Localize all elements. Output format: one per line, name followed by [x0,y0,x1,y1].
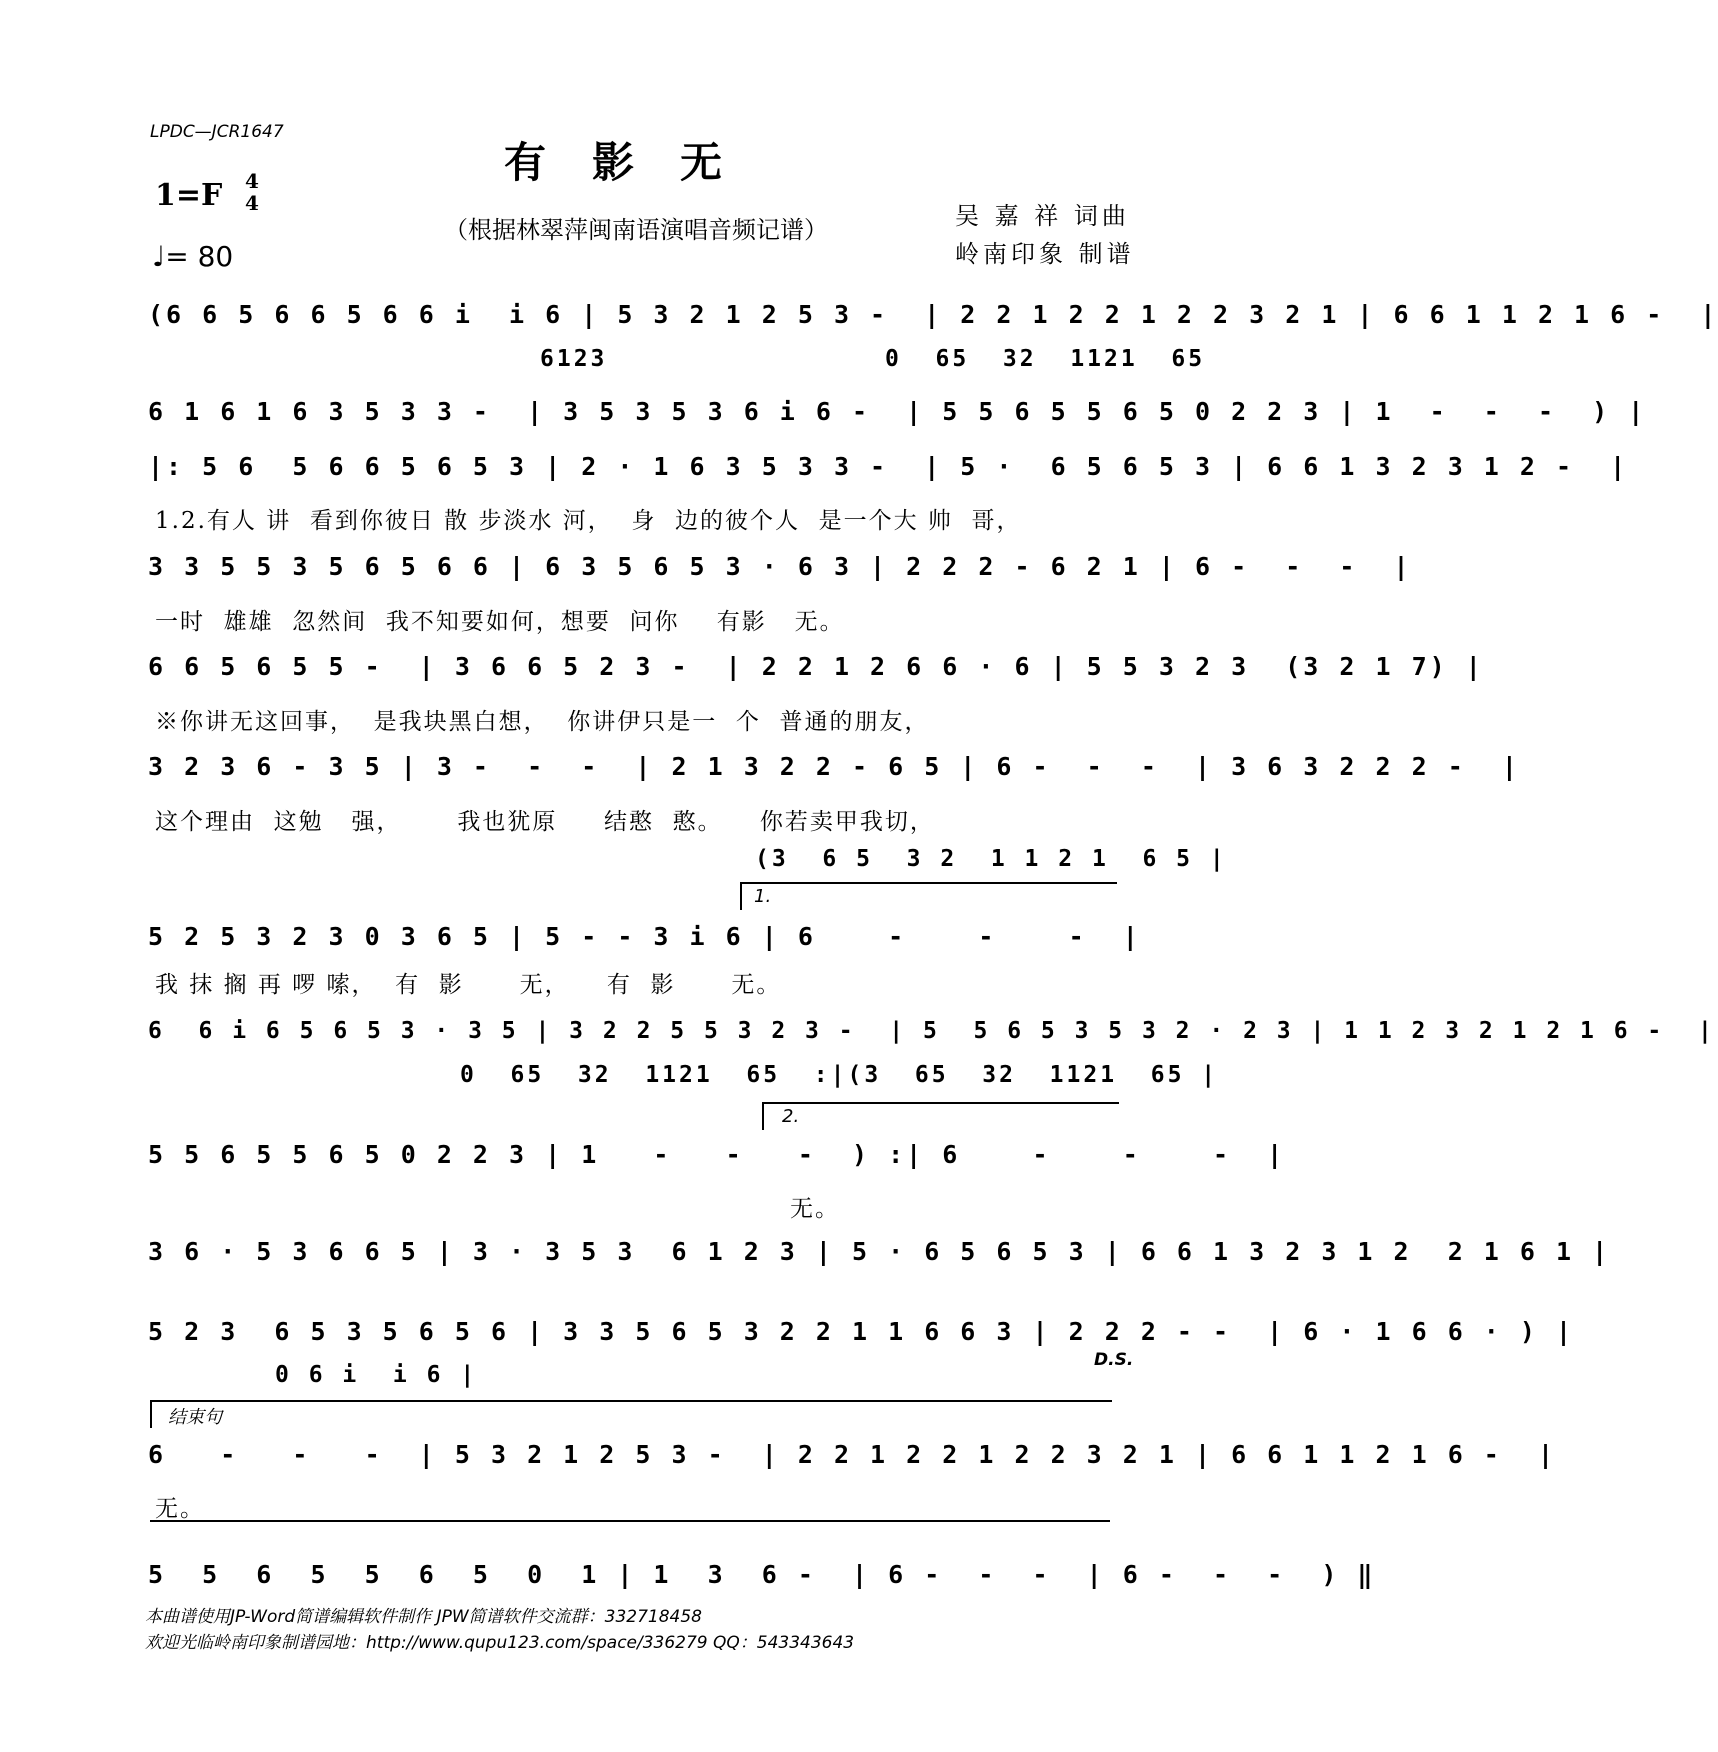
sub-notes-line-1a: 6123 [540,346,608,372]
score-line-12 [148,1428,1556,1488]
notes-line-9: 5 5 6 5 5 6 5 0 2 2 3 | 1 - - - ) :| 6 - - - | [148,1140,1286,1169]
score-line-6 [148,740,1520,800]
score-line-1 [148,288,1718,348]
notes-line-10: 3 6 · 5 3 6 6 5 | 3 · 3 5 3 6 1 2 3 | 5 · 6 5 6 5 3 | 6 6 1 3 2 3 1 2 2 1 6 1 | [148,1237,1611,1266]
notes-line-12: 6 - - - | 5 3 2 1 2 5 3 - | 2 2 1 2 2 1 2 2 3 2 1 | 6 6 1 1 2 1 6 - | [148,1440,1556,1469]
song-title: 有影无 [503,138,768,187]
time-signature-bottom: 4 [245,191,259,215]
transcriber-credit: 岭南印象 制谱 [955,240,1135,268]
tempo-marking: ♩= 80 [152,240,234,273]
footer-line-2: 欢迎光临岭南印象制谱园地：http://www.qupu123.com/space/336279 QQ：543343643 [145,1633,855,1653]
notes-line-3: |: 5 6 5 6 6 5 6 5 3 | 2 · 1 6 3 5 3 3 - | 5 · 6 5 6 5 3 | 6 6 1 3 2 3 1 2 - | [148,452,1629,481]
sub-notes-line-8: 0 65 32 1121 65 :|(3 65 32 1121 65 | [460,1062,1219,1088]
notes-line-11: 5 2 3 6 5 3 5 6 5 6 | 3 3 5 6 5 3 2 2 1 1 6 6 3 | 2 2 2 - - | 6 · 1 6 6 · ) | [148,1317,1575,1346]
time-signature [240,170,264,214]
da-segno-marking: D.S. [1094,1350,1134,1370]
coda-bracket [150,1400,1112,1428]
lyric-line-9: 无。 [790,1196,840,1222]
score-code: LPDC—JCR1647 [150,122,284,142]
volta-2-label: 2. [782,1106,800,1127]
coda-label: 结束句 [168,1407,222,1428]
lyric-line-7: 我 抹 搁 再 啰 嗦， 有 影 无， 有 影 无。 [155,972,782,998]
lyric-line-12: 无。 [155,1496,205,1522]
sub-notes-line-7: (3 6 5 3 2 1 1 2 1 6 5 | [755,846,1227,872]
volta-1-label: 1. [754,886,772,907]
lyric-line-4: 一时 雄雄 忽然间 我不知要如何，想要 问你 有影 无。 [155,609,845,635]
notes-line-8: 6 6 i 6 5 6 5 3 · 3 5 | 3 2 2 5 5 3 2 3 - | 5 5 6 5 3 5 3 2 · 2 3 | 1 1 2 3 2 1 2 1 6 - | [148,1018,1715,1044]
composer-credit: 吴 嘉 祥 词曲 [955,202,1130,230]
score-line-3 [148,440,1629,500]
score-line-4 [148,540,1412,600]
volta-1-bracket [740,882,1117,910]
notes-line-1: (6 6 5 6 6 5 6 6 i i 6 | 5 3 2 1 2 5 3 - | 2 2 1 2 2 1 2 2 3 2 1 | 6 6 1 1 2 1 6 - | [148,300,1718,329]
line-13-rule [150,1520,1110,1548]
notes-line-6: 3 2 3 6 - 3 5 | 3 - - - | 2 1 3 2 2 - 6 5 | 6 - - - | 3 6 3 2 2 2 - | [148,752,1520,781]
footer-line-1: 本曲谱使用JP-Word简谱编辑软件制作 JPW简谱软件交流群：332718458 [145,1607,702,1627]
sub-notes-line-1b: 0 65 32 1121 65 [885,346,1206,372]
score-line-5 [148,640,1484,700]
score-line-8 [148,1006,1715,1066]
notes-line-2: 6 1 6 1 6 3 5 3 3 - | 3 5 3 5 3 6 i 6 - | 5 5 6 5 5 6 5 0 2 2 3 | 1 - - - ) | [148,397,1647,426]
lyric-line-6: 这个理由 这勉 强， 我也犹原 结憨 憨。 你若卖甲我切， [155,809,935,835]
subtitle: （根据林翠萍闽南语演唱音频记谱） [444,216,828,244]
notes-line-13: 5 5 6 5 5 6 5 0 1 | 1 3 6 - | 6 - - - | 6 - - - ) ‖ [148,1560,1376,1589]
lyric-line-3: 1.2.有人 讲 看到你彼日 散 步淡水 河， 身 边的彼个人 是一个大 帅 哥， [155,508,1022,534]
notes-line-4: 3 3 5 5 3 5 6 5 6 6 | 6 3 5 6 5 3 · 6 3 | 2 2 2 - 6 2 1 | 6 - - - | [148,552,1412,581]
notes-line-5: 6 6 5 6 5 5 - | 3 6 6 5 2 3 - | 2 2 1 2 6 6 · 6 | 5 5 3 2 3 (3 2 1 7) | [148,652,1484,681]
score-line-11 [148,1305,1575,1365]
volta-2-bracket [762,1102,1119,1130]
lyric-line-5: ※你讲无这回事， 是我块黑白想， 你讲伊只是一 个 普通的朋友， [155,709,930,735]
score-line-2 [148,385,1647,445]
score-line-13 [148,1548,1376,1608]
score-line-7 [148,910,1141,970]
time-signature-top: 4 [245,169,259,193]
notes-line-7: 5 2 5 3 2 3 0 3 6 5 | 5 - - 3 i 6 | 6 - - - | [148,922,1141,951]
sub-notes-line-11: 0 6 i i 6 | [275,1362,478,1388]
score-line-10 [148,1225,1611,1285]
key-signature: 1=F [155,178,223,213]
score-line-9 [148,1128,1286,1188]
